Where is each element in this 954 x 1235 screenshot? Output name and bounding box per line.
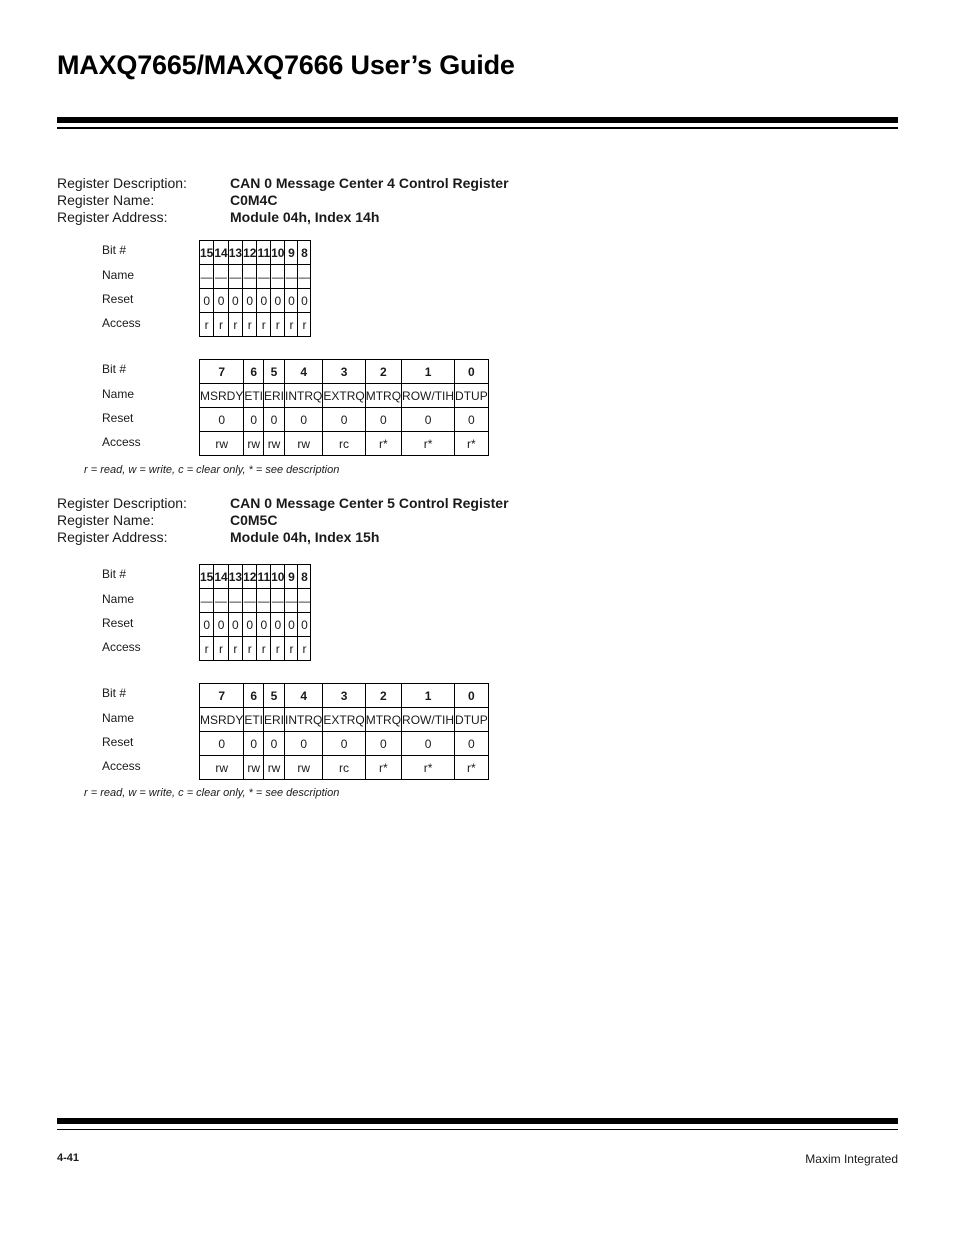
bit-row-reset xyxy=(200,289,311,313)
access-type-cell: rw xyxy=(244,756,264,780)
access-type-cell: rw xyxy=(285,432,323,456)
footer-rule-thin xyxy=(57,1129,898,1130)
bit-row-reset xyxy=(200,613,311,637)
bit-number-cell: 14 xyxy=(214,565,228,589)
bit-number-cell: 2 xyxy=(365,684,401,708)
reset-value-cell: 0 xyxy=(200,613,214,637)
bit-name-cell: DTUP xyxy=(455,384,489,408)
bit-name-cell: — xyxy=(271,589,285,613)
bit-name-cell: — xyxy=(200,589,214,613)
reset-value-cell: 0 xyxy=(455,732,489,756)
bit-number-cell: 15 xyxy=(200,565,214,589)
register-description-value: CAN 0 Message Center 5 Control Register xyxy=(230,495,509,511)
header-rule-thick xyxy=(57,117,898,123)
reset-value-cell: 0 xyxy=(244,732,264,756)
bit-number-cell: 8 xyxy=(298,565,311,589)
row-label-name: Name xyxy=(102,711,135,725)
bit-name-cell: — xyxy=(200,265,214,289)
register-name-value: C0M4C xyxy=(230,192,278,208)
reset-value-cell: 0 xyxy=(285,408,323,432)
bit-number-cell: 0 xyxy=(455,360,489,384)
register-address-label: Register Address: xyxy=(57,529,168,545)
bit-number-cell: 2 xyxy=(365,360,401,384)
row-label-access: Access xyxy=(102,316,141,330)
register-address-label: Register Address: xyxy=(57,209,168,225)
row-labels xyxy=(102,239,141,335)
bit-name-cell: — xyxy=(298,589,311,613)
access-type-cell: r xyxy=(243,313,257,337)
bit-name-cell: — xyxy=(285,265,298,289)
bit-row-access xyxy=(200,313,311,337)
bit-number-cell: 10 xyxy=(271,241,285,265)
row-label-reset: Reset xyxy=(102,616,134,630)
access-type-cell: r xyxy=(200,637,214,661)
reset-value-cell: 0 xyxy=(243,289,257,313)
bit-name-cell: — xyxy=(214,265,228,289)
bit-number-cell: 12 xyxy=(243,565,257,589)
row-label-name: Name xyxy=(102,387,135,401)
access-type-cell: r* xyxy=(402,756,455,780)
row-labels xyxy=(102,682,141,778)
bit-row-reset xyxy=(200,732,489,756)
bit-number-cell: 13 xyxy=(228,565,242,589)
bit-name-cell: EXTRQ xyxy=(323,384,365,408)
reset-value-cell: 0 xyxy=(271,289,285,313)
bit-number-cell: 6 xyxy=(244,684,264,708)
register-address-value: Module 04h, Index 15h xyxy=(230,529,380,545)
access-type-cell: r xyxy=(228,313,242,337)
access-type-cell: r xyxy=(298,313,311,337)
bit-name-cell: EXTRQ xyxy=(323,708,365,732)
footer-company: Maxim Integrated xyxy=(805,1152,898,1166)
register-description-label: Register Description: xyxy=(57,495,187,511)
reset-value-cell: 0 xyxy=(264,408,285,432)
bit-number-cell: 3 xyxy=(323,360,365,384)
bit-number-cell: 5 xyxy=(264,684,285,708)
bit-table-low xyxy=(199,359,489,456)
bit-name-cell: INTRQ xyxy=(285,384,323,408)
access-type-cell: r xyxy=(214,313,228,337)
access-type-cell: r xyxy=(298,637,311,661)
row-label-access: Access xyxy=(102,759,141,773)
bit-name-cell: — xyxy=(228,589,242,613)
reset-value-cell: 0 xyxy=(285,732,323,756)
footer-rule-thick xyxy=(57,1118,898,1124)
access-type-cell: rw xyxy=(244,432,264,456)
bit-name-cell: MTRQ xyxy=(365,708,401,732)
reset-value-cell: 0 xyxy=(285,613,298,637)
row-labels xyxy=(102,358,141,454)
access-type-cell: r* xyxy=(365,756,401,780)
access-type-cell: r* xyxy=(365,432,401,456)
bit-number-cell: 11 xyxy=(257,565,271,589)
row-label-bit: Bit # xyxy=(102,567,127,581)
bit-name-cell: MTRQ xyxy=(365,384,401,408)
row-label-access: Access xyxy=(102,435,141,449)
row-label-reset: Reset xyxy=(102,411,134,425)
row-label-name: Name xyxy=(102,268,135,282)
bit-name-cell: MSRDY xyxy=(200,708,244,732)
bit-row-reset xyxy=(200,408,489,432)
reset-value-cell: 0 xyxy=(271,613,285,637)
reset-value-cell: 0 xyxy=(298,613,311,637)
reset-value-cell: 0 xyxy=(285,289,298,313)
bit-number-cell: 9 xyxy=(285,241,298,265)
reset-value-cell: 0 xyxy=(257,613,271,637)
bit-table-low xyxy=(199,683,489,780)
reset-value-cell: 0 xyxy=(214,289,228,313)
reset-value-cell: 0 xyxy=(243,613,257,637)
register-name-label: Register Name: xyxy=(57,512,155,528)
access-type-cell: rw xyxy=(200,432,244,456)
bit-name-cell: — xyxy=(228,265,242,289)
bit-number-cell: 8 xyxy=(298,241,311,265)
bit-number-cell: 11 xyxy=(257,241,271,265)
reset-value-cell: 0 xyxy=(402,732,455,756)
bit-number-cell: 4 xyxy=(285,360,323,384)
bit-name-cell: ERI xyxy=(264,384,285,408)
register-description-value: CAN 0 Message Center 4 Control Register xyxy=(230,175,509,191)
bit-number-cell: 7 xyxy=(200,684,244,708)
bit-name-cell: — xyxy=(257,589,271,613)
row-label-reset: Reset xyxy=(102,292,134,306)
access-type-cell: r xyxy=(243,637,257,661)
bit-name-cell: — xyxy=(298,265,311,289)
bit-number-cell: 4 xyxy=(285,684,323,708)
reset-value-cell: 0 xyxy=(200,732,244,756)
bit-number-cell: 15 xyxy=(200,241,214,265)
row-label-bit: Bit # xyxy=(102,243,127,257)
reset-value-cell: 0 xyxy=(244,408,264,432)
bit-row-name xyxy=(200,708,489,732)
bit-number-cell: 3 xyxy=(323,684,365,708)
access-type-cell: rw xyxy=(200,756,244,780)
bit-number-cell: 14 xyxy=(214,241,228,265)
bit-row-bitnum xyxy=(200,360,489,384)
bit-name-cell: — xyxy=(243,265,257,289)
bit-number-cell: 7 xyxy=(200,360,244,384)
bit-number-cell: 10 xyxy=(271,565,285,589)
bit-name-cell: DTUP xyxy=(455,708,489,732)
access-type-cell: rw xyxy=(285,756,323,780)
bit-name-cell: MSRDY xyxy=(200,384,244,408)
row-labels xyxy=(102,563,141,659)
access-legend-note: r = read, w = write, c = clear only, * = see description xyxy=(84,464,340,476)
reset-value-cell: 0 xyxy=(200,289,214,313)
access-type-cell: rc xyxy=(323,432,365,456)
bit-name-cell: ROW/TIH xyxy=(402,384,455,408)
bit-number-cell: 1 xyxy=(402,360,455,384)
bit-row-name xyxy=(200,265,311,289)
access-type-cell: r xyxy=(285,637,298,661)
bit-name-cell: INTRQ xyxy=(285,708,323,732)
bit-name-cell: ROW/TIH xyxy=(402,708,455,732)
bit-name-cell: ETI xyxy=(244,708,264,732)
reset-value-cell: 0 xyxy=(298,289,311,313)
bit-number-cell: 0 xyxy=(455,684,489,708)
bit-number-cell: 9 xyxy=(285,565,298,589)
page-title: MAXQ7665/MAXQ7666 User’s Guide xyxy=(57,50,515,80)
bit-row-bitnum xyxy=(200,565,311,589)
access-type-cell: r xyxy=(271,637,285,661)
reset-value-cell: 0 xyxy=(214,613,228,637)
bit-table-high xyxy=(199,240,311,337)
access-type-cell: rc xyxy=(323,756,365,780)
reset-value-cell: 0 xyxy=(323,732,365,756)
bit-number-cell: 5 xyxy=(264,360,285,384)
bit-row-access xyxy=(200,432,489,456)
header-rule-thin xyxy=(57,127,898,129)
access-type-cell: r* xyxy=(455,756,489,780)
access-type-cell: r* xyxy=(402,432,455,456)
access-type-cell: r xyxy=(257,313,271,337)
reset-value-cell: 0 xyxy=(228,613,242,637)
register-name-value: C0M5C xyxy=(230,512,278,528)
row-label-access: Access xyxy=(102,640,141,654)
reset-value-cell: 0 xyxy=(365,408,401,432)
bit-table-high xyxy=(199,564,311,661)
access-type-cell: r xyxy=(200,313,214,337)
bit-name-cell: — xyxy=(257,265,271,289)
reset-value-cell: 0 xyxy=(264,732,285,756)
access-type-cell: r xyxy=(257,637,271,661)
bit-number-cell: 12 xyxy=(243,241,257,265)
access-type-cell: rw xyxy=(264,756,285,780)
bit-row-bitnum xyxy=(200,241,311,265)
row-label-name: Name xyxy=(102,592,135,606)
bit-number-cell: 1 xyxy=(402,684,455,708)
register-description-label: Register Description: xyxy=(57,175,187,191)
access-legend-note: r = read, w = write, c = clear only, * = see description xyxy=(84,787,340,799)
bit-number-cell: 13 xyxy=(228,241,242,265)
access-type-cell: r xyxy=(271,313,285,337)
reset-value-cell: 0 xyxy=(257,289,271,313)
bit-row-access xyxy=(200,637,311,661)
access-type-cell: r xyxy=(228,637,242,661)
reset-value-cell: 0 xyxy=(200,408,244,432)
row-label-bit: Bit # xyxy=(102,686,127,700)
footer-page-number: 4-41 xyxy=(57,1152,80,1164)
bit-row-access xyxy=(200,756,489,780)
reset-value-cell: 0 xyxy=(455,408,489,432)
access-type-cell: r xyxy=(214,637,228,661)
reset-value-cell: 0 xyxy=(402,408,455,432)
bit-name-cell: ETI xyxy=(244,384,264,408)
register-address-value: Module 04h, Index 14h xyxy=(230,209,380,225)
bit-row-bitnum xyxy=(200,684,489,708)
bit-name-cell: — xyxy=(243,589,257,613)
reset-value-cell: 0 xyxy=(228,289,242,313)
reset-value-cell: 0 xyxy=(365,732,401,756)
register-name-label: Register Name: xyxy=(57,192,155,208)
bit-number-cell: 6 xyxy=(244,360,264,384)
bit-row-name xyxy=(200,589,311,613)
bit-name-cell: ERI xyxy=(264,708,285,732)
reset-value-cell: 0 xyxy=(323,408,365,432)
bit-name-cell: — xyxy=(271,265,285,289)
bit-row-name xyxy=(200,384,489,408)
access-type-cell: r xyxy=(285,313,298,337)
bit-name-cell: — xyxy=(214,589,228,613)
access-type-cell: r* xyxy=(455,432,489,456)
access-type-cell: rw xyxy=(264,432,285,456)
row-label-reset: Reset xyxy=(102,735,134,749)
row-label-bit: Bit # xyxy=(102,362,127,376)
bit-name-cell: — xyxy=(285,589,298,613)
